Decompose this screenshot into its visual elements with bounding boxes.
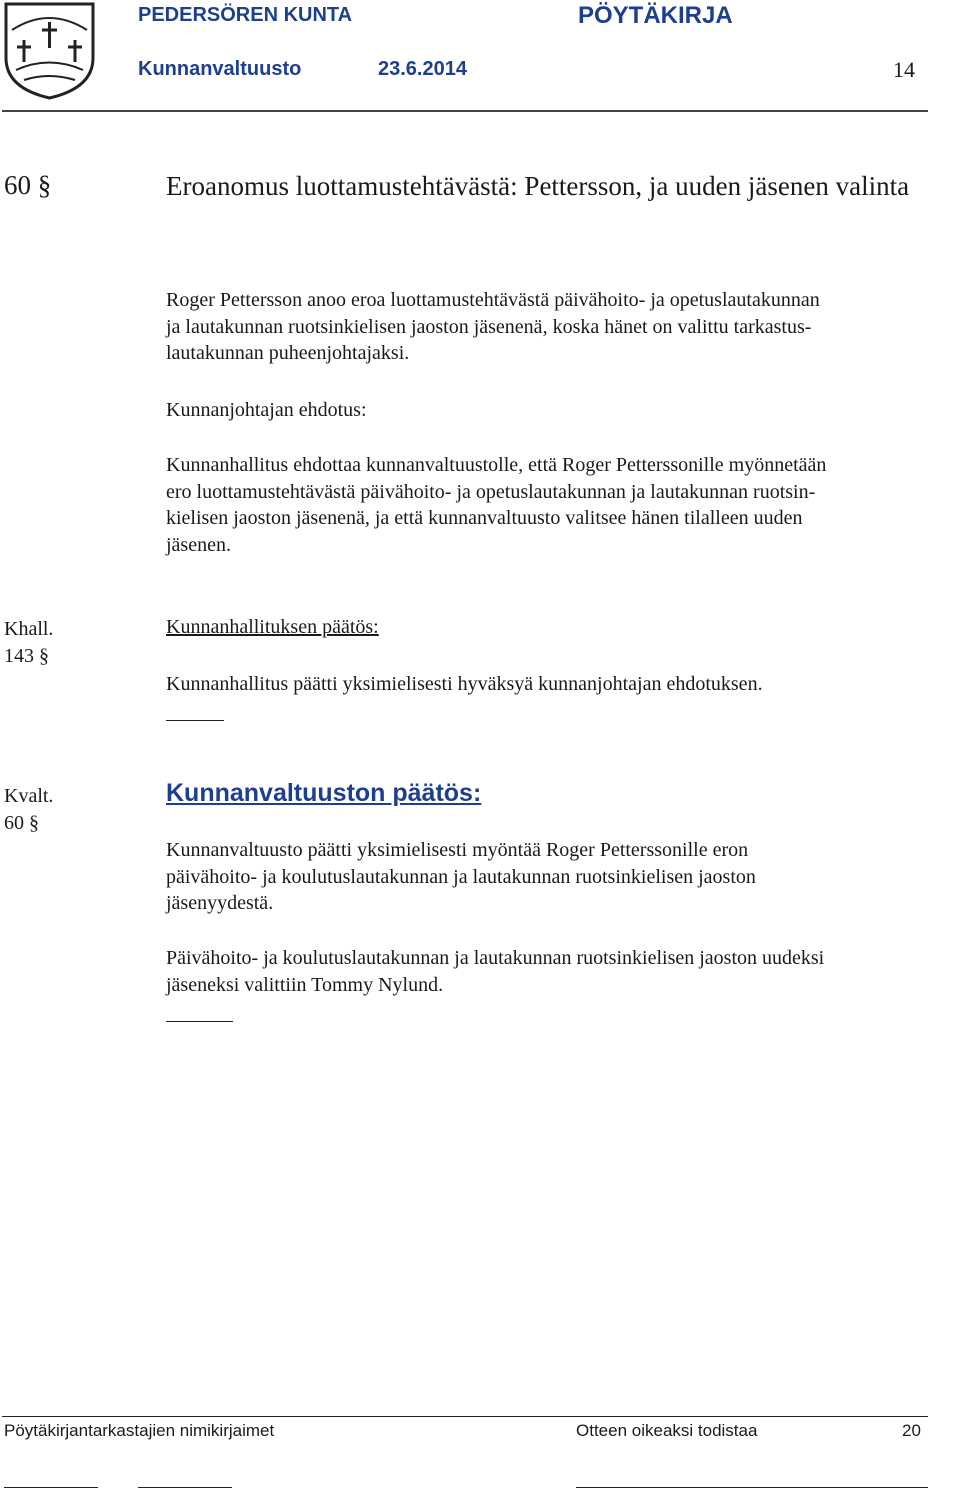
document-type: PÖYTÄKIRJA bbox=[578, 2, 733, 29]
council-line: Päivähoito- ja koulutuslautakunnan ja lautakunnan ruotsinkielisen jaoston uudeksi bbox=[166, 947, 825, 969]
municipal-coat-of-arms-icon bbox=[2, 0, 97, 100]
council-line: jäsenyydestä. bbox=[166, 892, 274, 914]
council-name: Kunnanvaltuusto bbox=[138, 58, 302, 80]
council-decision-paragraph-1 bbox=[166, 837, 941, 917]
board-decision-text: Kunnanhallitus päätti yksimielisesti hyväksyä kunnanjohtajan ehdotuksen. bbox=[166, 673, 763, 695]
council-line: päivähoito- ja koulutuslautakunnan ja lautakunnan ruotsinkielisen jaoston bbox=[166, 865, 756, 888]
signature-line bbox=[4, 1487, 98, 1488]
intro-line: lautakunnan puheenjohtajaksi. bbox=[166, 342, 410, 364]
proposal-line: Kunnanhallitus ehdottaa kunnanvaltuustolle, että Roger Petterssonille myönnetään bbox=[166, 454, 827, 476]
footer-divider bbox=[2, 1416, 928, 1417]
board-margin-label: Khall. bbox=[4, 618, 54, 640]
intro-paragraph bbox=[166, 287, 941, 367]
council-line: jäseneksi valittiin Tommy Nylund. bbox=[166, 973, 444, 996]
proposal-heading: Kunnanjohtajan ehdotus: bbox=[166, 399, 367, 421]
section-separator bbox=[166, 720, 224, 721]
council-margin-label: Kvalt. bbox=[4, 785, 54, 807]
proposal-line: kielisen jaoston jäsenenä, ja että kunnanvaltuusto valitsee hänen tilalleen uuden bbox=[166, 507, 803, 529]
council-margin bbox=[4, 783, 53, 836]
page-number: 14 bbox=[893, 57, 915, 82]
proposal-line: jäsenen. bbox=[166, 533, 231, 556]
signature-line bbox=[576, 1487, 928, 1488]
intro-line: Roger Pettersson anoo eroa luottamustehtävästä päivähoito- ja opetuslautakunnan bbox=[166, 289, 820, 311]
municipality-name: PEDERSÖREN KUNTA bbox=[138, 4, 353, 26]
section-title: Eroanomus luottamustehtävästä: Pettersson, ja uuden jäsenen valinta bbox=[166, 171, 910, 201]
meeting-date: 23.6.2014 bbox=[378, 58, 467, 80]
header-divider bbox=[2, 110, 928, 112]
council-decision-paragraph-2 bbox=[166, 945, 941, 998]
signature-line bbox=[138, 1487, 232, 1488]
intro-line: ja lautakunnan ruotsinkielisen jaoston jäsenenä, koska hänet on valittu tarkastus- bbox=[166, 315, 812, 338]
section-separator bbox=[166, 1021, 233, 1022]
board-margin-number: 143 § bbox=[4, 644, 49, 667]
proposal-line: ero luottamustehtävästä päivähoito- ja opetuslautakunnan ja lautakunnan ruotsin- bbox=[166, 480, 816, 503]
footer-page-number: 20 bbox=[902, 1421, 921, 1440]
board-margin bbox=[4, 616, 53, 669]
section-number: 60 § bbox=[4, 170, 52, 200]
board-decision-heading: Kunnanhallituksen päätös: bbox=[166, 616, 379, 638]
council-margin-number: 60 § bbox=[4, 811, 39, 834]
footer-initials-label: Pöytäkirjantarkastajien nimikirjaimet bbox=[4, 1421, 275, 1440]
proposal-paragraph bbox=[166, 452, 941, 558]
council-line: Kunnanvaltuusto päätti yksimielisesti myöntää Roger Petterssonille eron bbox=[166, 839, 749, 861]
council-decision-heading: Kunnanvaltuuston päätös: bbox=[166, 779, 482, 807]
footer-certification-label: Otteen oikeaksi todistaa bbox=[576, 1421, 758, 1440]
